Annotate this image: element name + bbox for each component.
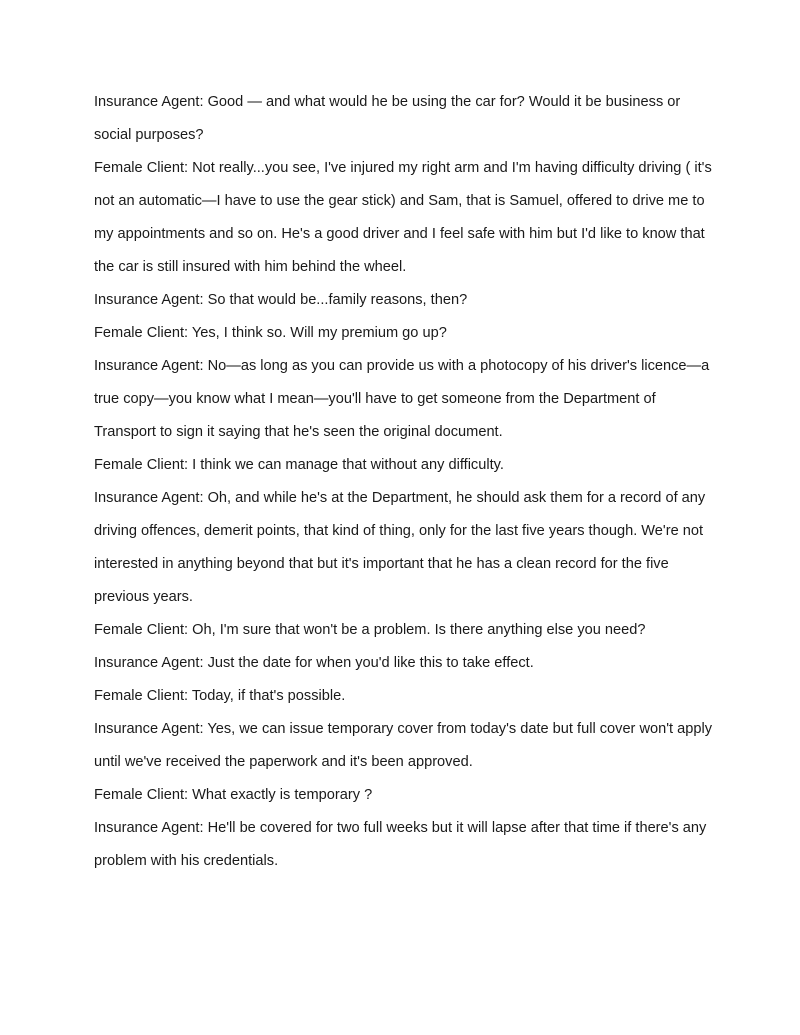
text-line: Transport to sign it saying that he's seen the original document.: [94, 424, 503, 440]
text-line: interested in anything beyond that but it's important that he has a clean record for the five: [94, 556, 669, 572]
text-line: Female Client: Oh, I'm sure that won't be a problem. Is there anything else you need?: [94, 622, 646, 638]
dialogue-text: [94, 86, 716, 878]
text-line: Female Client: Today, if that's possible.: [94, 688, 346, 704]
text-line: Female Client: I think we can manage that without any difficulty.: [94, 457, 504, 473]
text-line: Insurance Agent: Yes, we can issue temporary cover from today's date but full cover won't apply: [94, 721, 713, 737]
text-line: Insurance Agent: Oh, and while he's at the Department, he should ask them for a record of any: [94, 490, 706, 506]
text-line: problem with his credentials.: [94, 853, 279, 869]
text-line: Female Client: Not really...you see, I've injured my right arm and I'm having difficulty driving ( it's: [94, 160, 712, 176]
text-line: Insurance Agent: So that would be...family reasons, then?: [94, 292, 468, 308]
text-line: Insurance Agent: Just the date for when you'd like this to take effect.: [94, 655, 534, 671]
text-line: until we've received the paperwork and it's been approved.: [94, 754, 473, 770]
text-line: Female Client: What exactly is temporary ?: [94, 787, 373, 803]
text-line: Insurance Agent: He'll be covered for two full weeks but it will lapse after that time if there's any: [94, 820, 707, 836]
text-line: true copy—you know what I mean—you'll have to get someone from the Department of: [94, 391, 656, 407]
text-line: the car is still insured with him behind the wheel.: [94, 259, 407, 275]
text-line: driving offences, demerit points, that kind of thing, only for the last five years though. We're not: [94, 523, 704, 539]
text-line: Insurance Agent: Good — and what would he be using the car for? Would it be business or: [94, 94, 681, 110]
text-line: social purposes?: [94, 127, 204, 143]
text-line: Female Client: Yes, I think so. Will my premium go up?: [94, 325, 447, 341]
text-line: previous years.: [94, 589, 193, 605]
text-line: my appointments and so on. He's a good driver and I feel safe with him but I'd like to know that: [94, 226, 705, 242]
text-line: Insurance Agent: No—as long as you can provide us with a photocopy of his driver's licence—a: [94, 358, 710, 374]
text-line: not an automatic—I have to use the gear stick) and Sam, that is Samuel, offered to drive me to: [94, 193, 705, 209]
